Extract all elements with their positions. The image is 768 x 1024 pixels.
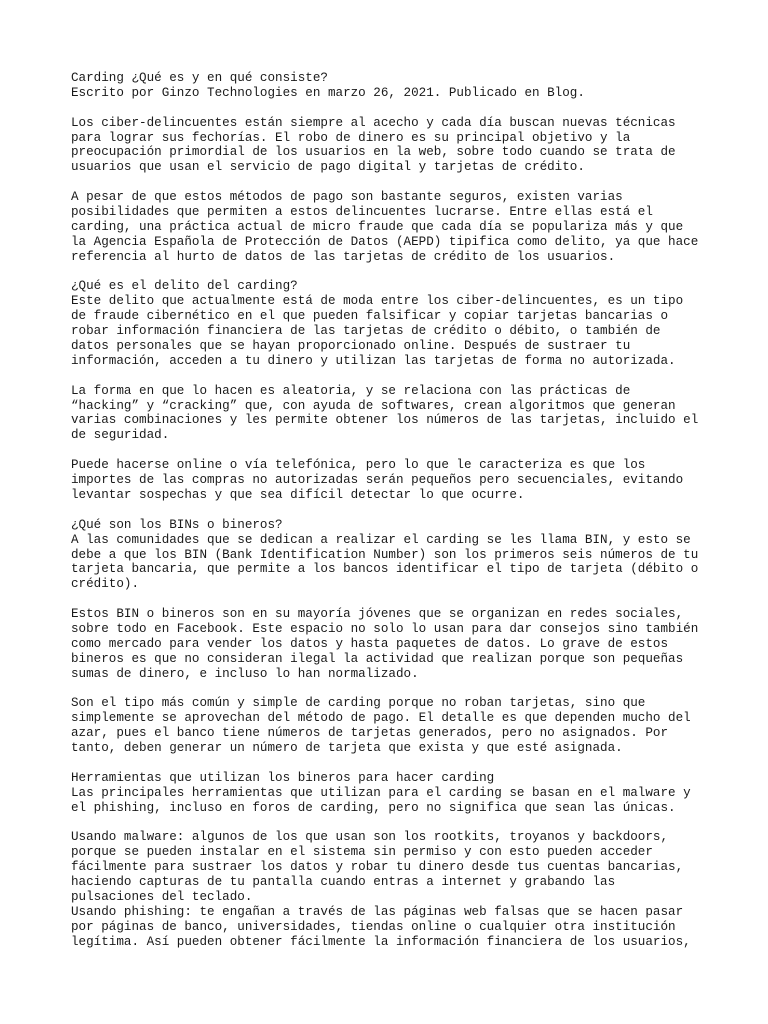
text-line: posibilidades que permiten a estos delincuentes lucrarse. Entre ellas está el bbox=[71, 205, 653, 220]
paragraph bbox=[71, 830, 731, 949]
text-line: haciendo capturas de tu pantalla cuando entras a internet y grabando las bbox=[71, 875, 616, 890]
text-line: Estos BIN o bineros son en su mayoría jóvenes que se organizan en redes sociales, bbox=[71, 607, 684, 622]
text-line: A las comunidades que se dedican a realizar el carding se les llama BIN, y esto se bbox=[71, 532, 691, 547]
paragraph bbox=[71, 384, 731, 444]
text-line: como mercado para vender los datos y hasta paquetes de datos. Lo grave de estos bbox=[71, 636, 669, 651]
text-line: la Agencia Española de Protección de Datos (AEPD) tipifica como delito, ya que hace bbox=[71, 234, 699, 249]
text-line: para lograr sus fechorías. El robo de dinero es su principal objetivo y la bbox=[71, 130, 631, 145]
text-line: Usando phishing: te engañan a través de las páginas web falsas que se hacen pasar bbox=[71, 904, 684, 919]
text-line: el phishing, incluso en foros de carding, pero no significa que sean las únicas. bbox=[71, 800, 676, 815]
text-line: Carding ¿Qué es y en qué consiste? bbox=[71, 71, 328, 85]
text-line: Son el tipo más común y simple de carding porque no roban tarjetas, sino que bbox=[71, 696, 646, 711]
text-line: preocupación primordial de los usuarios en la web, sobre todo cuando se trata de bbox=[71, 145, 676, 160]
text-line: sumas de dinero, e incluso lo han normalizado. bbox=[71, 666, 419, 681]
paragraph bbox=[71, 116, 731, 176]
text-line: información, acceden a tu dinero y utilizan las tarjetas de forma no autorizada. bbox=[71, 353, 676, 368]
document-page bbox=[71, 71, 731, 950]
paragraph bbox=[71, 607, 731, 681]
paragraph bbox=[71, 771, 731, 816]
text-line: levantar sospechas y que sea difícil detectar lo que ocurre. bbox=[71, 487, 525, 502]
text-line: referencia al hurto de datos de las tarjetas de crédito de los usuarios. bbox=[71, 249, 616, 264]
text-line: crédito). bbox=[71, 577, 140, 592]
text-line: azar, pues el banco tiene números de tarjetas generados, pero no asignados. Por bbox=[71, 726, 669, 741]
text-line: carding, una práctica actual de micro fraude que cada día se populariza más y que bbox=[71, 219, 684, 234]
text-line: tarjeta bancaria, que permite a los bancos identificar el tipo de tarjeta (débito o bbox=[71, 562, 699, 577]
text-line: A pesar de que estos métodos de pago son bastante seguros, existen varias bbox=[71, 190, 623, 205]
text-line: robar información financiera de las tarjetas de crédito o débito, o también de bbox=[71, 324, 661, 339]
text-line: legítima. Así pueden obtener fácilmente la información financiera de los usuarios, bbox=[71, 934, 691, 949]
text-line: La forma en que lo hacen es aleatoria, y se relaciona con las prácticas de bbox=[71, 383, 631, 398]
paragraph bbox=[71, 71, 731, 101]
paragraph bbox=[71, 190, 731, 264]
text-line: por páginas de banco, universidades, tiendas online o cualquier otra institución bbox=[71, 919, 676, 934]
text-line: debe a que los BIN (Bank Identification Number) son los primeros seis números de tu bbox=[71, 547, 699, 562]
paragraph bbox=[71, 696, 731, 756]
text-line: sobre todo en Facebook. Este espacio no solo lo usan para dar consejos sino también bbox=[71, 621, 699, 636]
text-line: Herramientas que utilizan los bineros para hacer carding bbox=[71, 770, 495, 785]
paragraph bbox=[71, 458, 731, 503]
text-line: “hacking” y “cracking” que, con ayuda de softwares, crean algoritmos que generan bbox=[71, 398, 676, 413]
text-line: usuarios que usan el servicio de pago digital y tarjetas de crédito. bbox=[71, 160, 585, 175]
text-line: ¿Qué son los BINs o bineros? bbox=[71, 517, 283, 532]
text-line: bineros es que no consideran ilegal la actividad que realizan porque son pequeñas bbox=[71, 651, 684, 666]
text-line: Usando malware: algunos de los que usan son los rootkits, troyanos y backdoors, bbox=[71, 830, 669, 845]
text-line: Escrito por Ginzo Technologies en marzo 26, 2021. Publicado en Blog. bbox=[71, 85, 585, 100]
text-line: tanto, deben generar un número de tarjeta que exista y que esté asignada. bbox=[71, 741, 623, 756]
text-line: datos personales que se hayan proporcionado online. Después de sustraer tu bbox=[71, 339, 631, 354]
paragraph bbox=[71, 518, 731, 592]
text-line: fácilmente para sustraer los datos y robar tu dinero desde tus cuentas bancarias, bbox=[71, 860, 684, 875]
text-line: Puede hacerse online o vía telefónica, pero lo que le caracteriza es que los bbox=[71, 458, 646, 473]
text-line: ¿Qué es el delito del carding? bbox=[71, 279, 298, 294]
text-line: de seguridad. bbox=[71, 428, 170, 443]
text-line: Este delito que actualmente está de moda entre los ciber-delincuentes, es un tipo bbox=[71, 294, 684, 309]
text-line: varias combinaciones y les permite obtener los números de las tarjetas, incluido el bbox=[71, 413, 699, 428]
text-line: porque se pueden instalar en el sistema sin permiso y con esto pueden acceder bbox=[71, 845, 653, 860]
text-line: pulsaciones del teclado. bbox=[71, 889, 253, 904]
text-line: simplemente se aprovechan del método de pago. El detalle es que dependen mucho del bbox=[71, 711, 691, 726]
text-line: de fraude cibernético en el que pueden falsificar y copiar tarjetas bancarias o bbox=[71, 309, 669, 324]
text-line: importes de las compras no autorizadas serán pequeños pero secuenciales, evitando bbox=[71, 473, 684, 488]
paragraph bbox=[71, 279, 731, 368]
text-line: Los ciber-delincuentes están siempre al acecho y cada día buscan nuevas técnicas bbox=[71, 115, 676, 130]
text-line: Las principales herramientas que utilizan para el carding se basan en el malware y bbox=[71, 785, 691, 800]
